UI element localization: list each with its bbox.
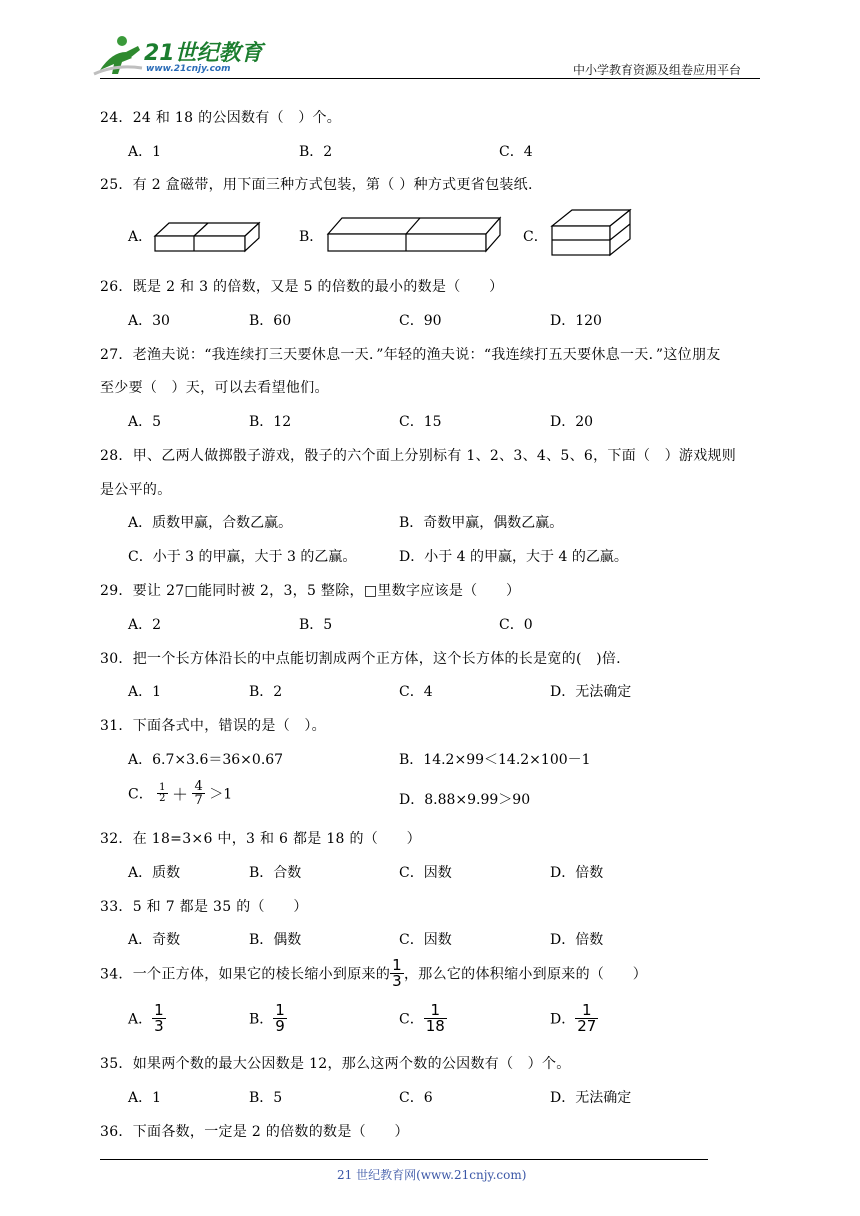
q34-option-d[interactable] <box>550 1003 598 1034</box>
q31-option-c[interactable] <box>128 780 232 807</box>
option-label: B． <box>249 1011 274 1028</box>
numerator: 4 <box>194 779 203 794</box>
q33-option-d[interactable]: D．倍数 <box>550 932 604 948</box>
plus-sign: ＋ <box>172 785 189 804</box>
numerator: 1 <box>159 782 166 793</box>
q24-option-c[interactable]: C．4 <box>499 144 533 160</box>
numerator: 1 <box>424 1003 447 1019</box>
q26-option-c[interactable]: C．90 <box>399 313 442 329</box>
logo <box>92 34 262 78</box>
compare-text: ＞1 <box>209 786 233 803</box>
denominator: 9 <box>275 1017 285 1035</box>
q33-option-a[interactable]: A．奇数 <box>128 932 181 948</box>
box-stack-a-icon <box>153 220 263 254</box>
question-34-stem <box>100 958 647 989</box>
question-24-stem: 24．24 和 18 的公因数有（ ）个。 <box>100 110 342 126</box>
numerator: 1 <box>275 1001 285 1019</box>
brand-name: 21世纪教育 <box>144 41 263 66</box>
q25-option-a[interactable]: A． <box>128 229 153 245</box>
question-26-stem: 26．既是 2 和 3 的倍数，又是 5 的倍数的最小的数是（ ） <box>100 279 504 295</box>
q24-option-b[interactable]: B．2 <box>299 144 333 160</box>
q31-option-d[interactable]: D．8.88×9.99＞90 <box>399 792 531 808</box>
header-rule <box>100 78 760 79</box>
q33-option-b[interactable]: B．偶数 <box>249 932 302 948</box>
q34-option-b[interactable] <box>249 1003 287 1034</box>
q25-option-b[interactable]: B． <box>299 229 324 245</box>
q25-option-c[interactable]: C． <box>523 229 548 245</box>
q34-option-a[interactable] <box>128 1003 166 1034</box>
denominator: 3 <box>392 972 402 990</box>
q27-option-d[interactable]: D．20 <box>550 414 594 430</box>
fraction <box>152 1003 166 1034</box>
q24-option-a[interactable]: A．1 <box>128 144 162 160</box>
footer-link[interactable]: 21 世纪教育网(www.21cnjy.com) <box>337 1168 527 1182</box>
q35-option-a[interactable]: A．1 <box>128 1090 162 1106</box>
fraction-one-third <box>390 958 404 989</box>
q29-option-b[interactable]: B．5 <box>299 617 333 633</box>
denominator: 7 <box>194 793 203 808</box>
option-label: C． <box>399 1011 424 1028</box>
q35-option-b[interactable]: B．5 <box>249 1090 283 1106</box>
q35-option-c[interactable]: C．6 <box>399 1090 433 1106</box>
question-28-stem-line2: 是公平的。 <box>100 482 172 498</box>
q29-option-a[interactable]: A．2 <box>128 617 162 633</box>
q32-option-b[interactable]: B．合数 <box>249 865 302 881</box>
q28-option-c[interactable]: C．小于 3 的甲赢，大于 3 的乙赢。 <box>128 549 357 565</box>
question-32-stem: 32．在 18=3×6 中，3 和 6 都是 18 的（ ） <box>100 831 421 847</box>
header-platform-text: 中小学教育资源及组卷应用平台 <box>573 63 742 77</box>
q34-option-c[interactable] <box>399 1003 447 1034</box>
q34-stem-part2: ，那么它的体积缩小到原来的（ ） <box>403 966 648 983</box>
question-28-stem-line1: 28．甲、乙两人做掷骰子游戏，骰子的六个面上分别标有 1、2、3、4、5、6，下面（ ）游戏规则 <box>100 448 737 464</box>
numerator: 1 <box>575 1003 598 1019</box>
runner-logo-icon <box>92 34 144 78</box>
q31-option-c-label: C． <box>128 786 153 803</box>
option-label: A． <box>128 1011 153 1028</box>
q34-stem-part1: 34．一个正方体，如果它的棱长缩小到原来的 <box>100 966 391 983</box>
question-27-stem-line2: 至少要（ ）天，可以去看望他们。 <box>100 380 329 396</box>
denominator: 3 <box>154 1017 164 1035</box>
question-30-stem: 30．把一个长方体沿长的中点能切割成两个正方体，这个长方体的长是宽的( )倍. <box>100 651 621 667</box>
q27-option-c[interactable]: C．15 <box>399 414 442 430</box>
q26-option-b[interactable]: B．60 <box>249 313 292 329</box>
brand-url[interactable]: www.21cnjy.com <box>146 64 231 74</box>
q31-option-b[interactable]: B．14.2×99＜14.2×100－1 <box>399 752 591 768</box>
q32-option-c[interactable]: C．因数 <box>399 865 452 881</box>
q30-option-b[interactable]: B．2 <box>249 684 283 700</box>
denominator: 2 <box>159 793 166 804</box>
q26-option-a[interactable]: A．30 <box>128 313 170 329</box>
q32-option-a[interactable]: A．质数 <box>128 865 181 881</box>
question-25-stem: 25．有 2 盒磁带，用下面三种方式包装，第（ ）种方式更省包装纸. <box>100 177 533 193</box>
question-35-stem: 35．如果两个数的最大公因数是 12，那么这两个数的公因数有（ ）个。 <box>100 1056 571 1072</box>
fraction-four-sevenths <box>192 780 204 807</box>
q28-option-b[interactable]: B．奇数甲赢，偶数乙赢。 <box>399 515 564 531</box>
q30-option-d[interactable]: D．无法确定 <box>550 684 632 700</box>
q27-option-a[interactable]: A．5 <box>128 414 162 430</box>
footer-rule <box>100 1159 708 1160</box>
question-36-stem: 36．下面各数，一定是 2 的倍数的数是（ ） <box>100 1124 409 1140</box>
fraction <box>575 1003 598 1034</box>
box-stack-b-icon <box>326 212 502 254</box>
q26-option-d[interactable]: D．120 <box>550 313 602 329</box>
option-label: D． <box>550 1011 576 1028</box>
fraction <box>273 1003 287 1034</box>
question-27-stem-line1: 27．老渔夫说：“我连续打三天要休息一天．”年轻的渔夫说：“我连续打五天要休息一天．”这位朋友 <box>100 347 721 363</box>
q28-option-d[interactable]: D．小于 4 的甲赢，大于 4 的乙赢。 <box>399 549 628 565</box>
question-31-stem: 31．下面各式中，错误的是（ ）。 <box>100 718 326 734</box>
numerator: 1 <box>392 956 402 974</box>
q27-option-b[interactable]: B．12 <box>249 414 292 430</box>
q30-option-c[interactable]: C．4 <box>399 684 433 700</box>
denominator: 27 <box>577 1017 597 1035</box>
q35-option-d[interactable]: D．无法确定 <box>550 1090 632 1106</box>
q29-option-c[interactable]: C．0 <box>499 617 533 633</box>
numerator: 1 <box>154 1001 164 1019</box>
box-stack-c-icon <box>550 208 632 258</box>
q30-option-a[interactable]: A．1 <box>128 684 162 700</box>
denominator: 18 <box>425 1017 445 1035</box>
q28-option-a[interactable]: A．质数甲赢，合数乙赢。 <box>128 515 293 531</box>
fraction <box>424 1003 447 1034</box>
question-29-stem: 29．要让 27□能同时被 2，3，5 整除，□里数字应该是（ ） <box>100 583 521 599</box>
q31-option-a[interactable]: A．6.7×3.6＝36×0.67 <box>128 752 284 768</box>
q33-option-c[interactable]: C．因数 <box>399 932 452 948</box>
question-33-stem: 33．5 和 7 都是 35 的（ ） <box>100 899 308 915</box>
q32-option-d[interactable]: D．倍数 <box>550 865 604 881</box>
fraction-one-half <box>157 783 167 804</box>
